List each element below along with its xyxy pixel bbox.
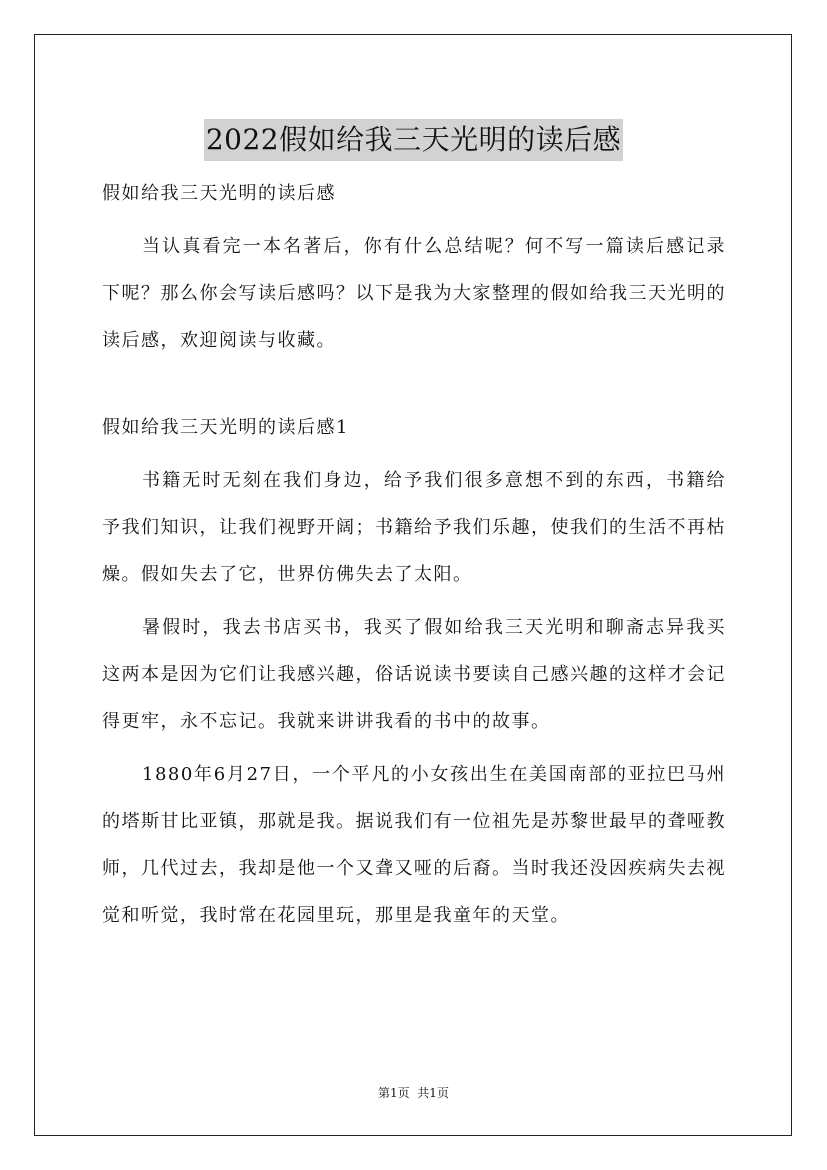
body-paragraph: 书籍无时无刻在我们身边，给予我们很多意想不到的东西，书籍给予我们知识，让我们视野开阔；书籍给予我们乐趣，使我们的生活不再枯燥。假如失去了它，世界仿佛失去了太阳。 [102, 470, 726, 585]
body-paragraph: 1880年6月27日，一个平凡的小女孩出生在美国南部的亚拉巴马州的塔斯甘比亚镇，那就是我。据说我们有一位祖先是苏黎世最早的聋哑教师，几代过去，我却是他一个又聋又哑的后裔。当时我还没因疾病失去视觉和听觉，我时常在花园里玩，那里是我童年的天堂。 [102, 764, 726, 926]
body-paragraph: 暑假时，我去书店买书，我买了假如给我三天光明和聊斋志异我买这两本是因为它们让我感兴趣，俗话说读书要读自己感兴趣的这样才会记得更牢，永不忘记。我就来讲讲我看的书中的故事。 [102, 617, 726, 732]
intro-paragraph: 当认真看完一本名著后，你有什么总结呢？何不写一篇读后感记录下呢？那么你会写读后感吗？以下是我为大家整理的假如给我三天光明的读后感，欢迎阅读与收藏。 [102, 236, 726, 351]
page-footer: 第1页 共1页 [378, 1086, 449, 1100]
document-body [102, 170, 726, 939]
title-container [0, 100, 827, 180]
document-title: 2022假如给我三天光明的读后感 [204, 119, 623, 161]
section-title: 假如给我三天光明的读后感1 [102, 417, 349, 438]
document-subtitle: 假如给我三天光明的读后感 [102, 183, 336, 204]
